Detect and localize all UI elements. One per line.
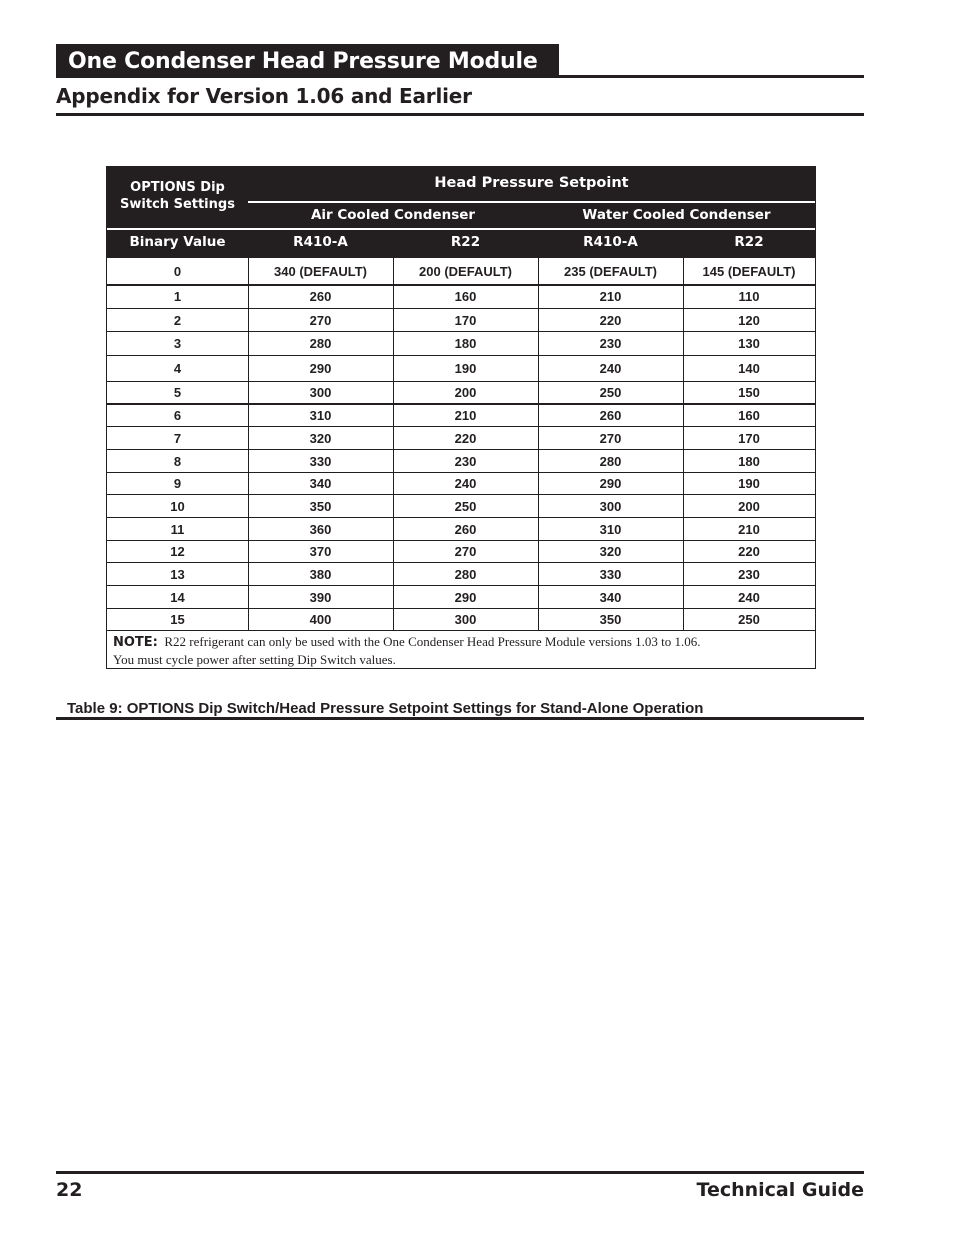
setpoint-cell: 250	[738, 612, 760, 627]
setpoint-cell: 160	[454, 289, 477, 304]
header-separator	[248, 201, 815, 203]
setpoint-cell: 340 (DEFAULT)	[274, 263, 367, 279]
setpoint-cell: 235 (DEFAULT)	[564, 263, 657, 279]
setpoint-cell: 230	[738, 566, 760, 582]
row-divider	[107, 517, 815, 518]
binary-value-cell: 15	[170, 612, 185, 627]
setpoint-cell: 350	[599, 612, 622, 627]
setpoint-table	[106, 166, 816, 669]
subtitle-rule	[56, 113, 864, 116]
col-header-water-r22: R22	[734, 234, 764, 250]
setpoint-cell: 280	[309, 336, 332, 351]
row-divider	[107, 355, 815, 356]
setpoint-cell: 200	[454, 385, 477, 400]
binary-value-cell: 14	[170, 589, 185, 605]
setpoint-cell: 300	[454, 612, 477, 627]
col-header-binary: Binary Value	[129, 234, 226, 250]
header-separator	[107, 228, 815, 230]
setpoint-cell: 250	[454, 498, 477, 514]
header-rule	[559, 75, 864, 78]
setpoint-cell: 260	[454, 521, 477, 537]
setpoint-cell: 330	[309, 453, 332, 469]
setpoint-cell: 160	[738, 407, 760, 423]
header-title-bar	[56, 44, 559, 78]
setpoint-cell: 280	[599, 453, 622, 469]
air-cooled-label: Air Cooled Condenser	[310, 207, 476, 223]
footer-rule	[56, 1171, 864, 1174]
setpoint-cell: 290	[454, 589, 477, 605]
setpoint-cell: 130	[738, 336, 760, 351]
setpoint-cell: 250	[599, 385, 622, 400]
options-label-line1: OPTIONS Dip	[130, 180, 225, 195]
setpoint-cell: 190	[454, 361, 477, 376]
row-divider	[107, 494, 815, 495]
options-dip-label	[107, 179, 248, 213]
setpoint-cell: 140	[738, 361, 760, 376]
binary-value-cell: 6	[173, 407, 182, 423]
row-divider	[107, 608, 815, 609]
setpoint-cell: 145 (DEFAULT)	[702, 263, 796, 279]
setpoint-cell: 320	[599, 544, 622, 559]
page-number: 22	[56, 1179, 83, 1201]
head-pressure-label: Head Pressure Setpoint	[434, 175, 629, 191]
note-label: NOTE:	[113, 635, 158, 650]
setpoint-cell: 220	[454, 430, 477, 446]
col-header-air-r410a: R410-A	[293, 234, 348, 250]
setpoint-cell: 310	[599, 521, 622, 537]
row-divider	[107, 381, 815, 382]
setpoint-cell: 180	[738, 453, 760, 469]
setpoint-cell: 370	[309, 544, 332, 559]
setpoint-cell: 340	[599, 589, 622, 605]
binary-value-cell: 9	[173, 476, 182, 491]
setpoint-cell: 240	[454, 476, 477, 491]
setpoint-cell: 270	[454, 544, 477, 559]
setpoint-cell: 260	[309, 289, 332, 304]
row-divider	[107, 331, 815, 332]
setpoint-cell: 340	[309, 476, 332, 491]
setpoint-cell: 330	[599, 566, 622, 582]
guide-label: Technical Guide	[696, 1179, 864, 1201]
setpoint-cell: 190	[738, 476, 760, 491]
note-line2: You must cycle power after setting Dip Switch values.	[113, 652, 396, 667]
setpoint-cell: 200 (DEFAULT)	[419, 263, 512, 279]
setpoint-cell: 210	[599, 289, 622, 304]
row-divider	[107, 562, 815, 563]
note-line1: R22 refrigerant can only be used with the One Condenser Head Pressure Module versions 1.03 to 1.06.	[164, 634, 701, 649]
row-divider	[107, 540, 815, 541]
setpoint-cell: 390	[309, 589, 332, 605]
setpoint-cell: 170	[454, 312, 477, 328]
page-title: One Condenser Head Pressure Module	[68, 49, 538, 74]
setpoint-cell: 320	[309, 430, 332, 446]
binary-value-cell: 2	[173, 312, 182, 328]
binary-value-cell: 8	[173, 453, 182, 469]
binary-value-cell: 0	[173, 263, 182, 279]
setpoint-cell: 300	[309, 385, 332, 400]
setpoint-cell: 290	[599, 476, 622, 491]
row-divider	[107, 472, 815, 473]
row-divider	[107, 403, 815, 405]
setpoint-cell: 380	[309, 566, 332, 582]
table-note	[113, 633, 701, 668]
setpoint-cell: 230	[454, 453, 477, 469]
binary-value-cell: 5	[173, 385, 182, 400]
page-subtitle: Appendix for Version 1.06 and Earlier	[56, 84, 472, 108]
setpoint-cell: 360	[309, 521, 332, 537]
binary-value-cell: 12	[170, 544, 185, 559]
options-label-line2: Switch Settings	[120, 197, 235, 212]
setpoint-cell: 280	[454, 566, 477, 582]
setpoint-cell: 270	[599, 430, 622, 446]
setpoint-cell: 110	[738, 289, 760, 304]
row-divider	[107, 308, 815, 309]
binary-value-cell: 1	[173, 289, 182, 304]
binary-value-cell: 7	[173, 430, 182, 446]
setpoint-cell: 150	[738, 385, 760, 400]
binary-value-cell: 10	[170, 498, 185, 514]
col-header-water-r410a: R410-A	[583, 234, 638, 250]
setpoint-cell: 120	[738, 312, 760, 328]
water-cooled-label: Water Cooled Condenser	[582, 207, 771, 223]
row-divider	[107, 585, 815, 586]
row-divider	[107, 426, 815, 427]
setpoint-cell: 400	[309, 612, 332, 627]
setpoint-cell: 290	[309, 361, 332, 376]
row-divider	[107, 257, 815, 258]
setpoint-cell: 350	[309, 498, 332, 514]
setpoint-cell: 260	[599, 407, 622, 423]
caption-rule	[56, 717, 864, 720]
binary-value-cell: 11	[170, 521, 185, 537]
table-caption: Table 9: OPTIONS Dip Switch/Head Pressure Setpoint Settings for Stand-Alone Operation	[67, 700, 704, 717]
setpoint-cell: 230	[599, 336, 622, 351]
setpoint-cell: 220	[738, 544, 760, 559]
col-header-air-r22: R22	[450, 234, 481, 250]
row-divider	[107, 284, 815, 286]
setpoint-cell: 270	[309, 312, 332, 328]
row-divider	[107, 449, 815, 450]
setpoint-cell: 240	[738, 589, 760, 605]
setpoint-cell: 170	[738, 430, 760, 446]
setpoint-cell: 200	[738, 498, 760, 514]
setpoint-cell: 180	[454, 336, 477, 351]
binary-value-cell: 13	[170, 566, 185, 582]
setpoint-cell: 300	[599, 498, 622, 514]
setpoint-cell: 210	[454, 407, 477, 423]
setpoint-cell: 220	[599, 312, 622, 328]
row-divider	[107, 630, 815, 631]
binary-value-cell: 3	[173, 336, 182, 351]
setpoint-cell: 240	[599, 361, 622, 376]
setpoint-cell: 310	[309, 407, 332, 423]
setpoint-cell: 210	[738, 521, 760, 537]
binary-value-cell: 4	[173, 361, 182, 376]
